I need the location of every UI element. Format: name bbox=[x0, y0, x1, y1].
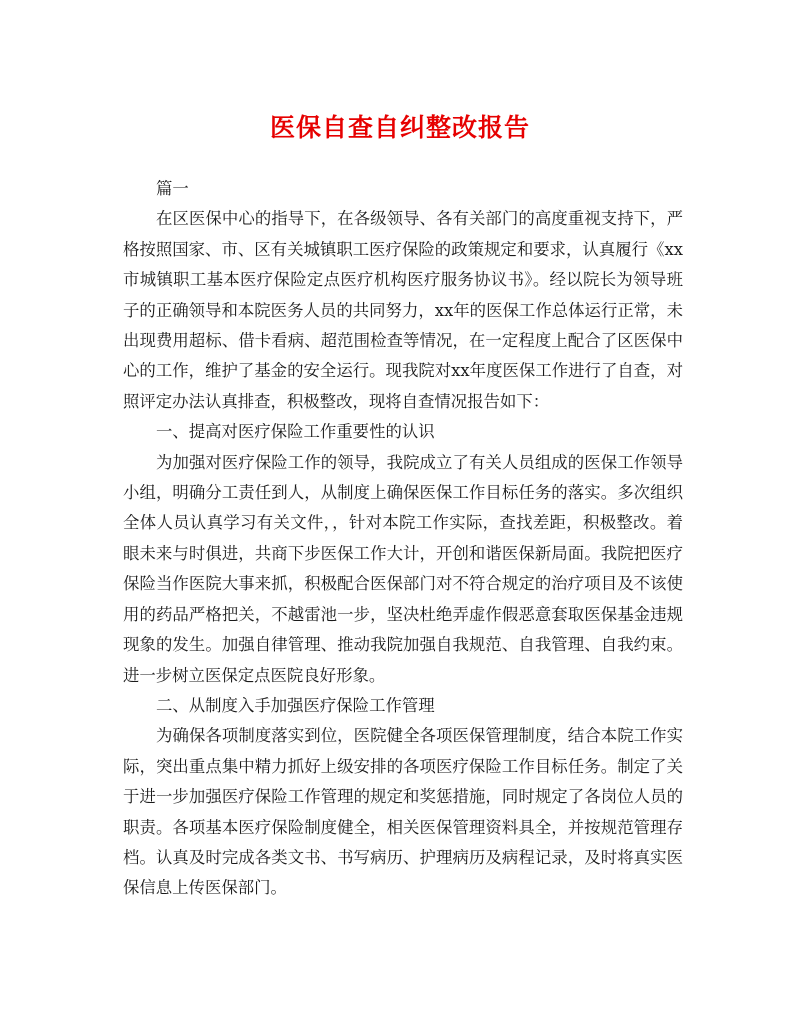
section-heading-1: 一、提高对医疗保险工作重要性的认识 bbox=[156, 422, 435, 442]
document-body bbox=[123, 174, 683, 904]
document-title: 医保自查自纠整改报告 bbox=[269, 113, 530, 142]
section-2-paragraph: 为确保各项制度落实到位，医院健全各项医保管理制度，结合本院工作实际，突出重点集中精力抓好上级安排的各项医疗保险工作目标任务。制定了关于进一步加强医疗保险工作管理的规定和奖惩措施，同时规定了各岗位人员的职责。各项基本医疗保险制度健全，相关医保管理资料具全，并按规范管理存档。认真及时完成各类文书、书写病历、护理病历及病程记录，及时将真实医保信息上传医保部门。 bbox=[123, 726, 683, 898]
section-1-paragraph: 为加强对医疗保险工作的领导，我院成立了有关人员组成的医保工作领导小组，明确分工责任到人，从制度上确保医保工作目标任务的落实。多次组织全体人员认真学习有关文件，，针对本院工作实际，查找差距，积极整改。着眼未来与时俱进，共商下步医保工作大计，开创和谐医保新局面。我院把医疗保险当作医院大事来抓，积极配合医保部门对不符合规定的治疗项目及不该使用的药品严格把关，不越雷池一步，坚决杜绝弄虚作假恶意套取医保基金违规现象的发生。加强自律管理、推动我院加强自我规范、自我管理、自我约束。进一步树立医保定点医院良好形象。 bbox=[123, 452, 683, 685]
intro-paragraph: 在区医保中心的指导下，在各级领导、各有关部门的高度重视支持下，严格按照国家、市、区有关城镇职工医疗保险的政策规定和要求，认真履行《xx市城镇职工基本医疗保险定点医疗机构医疗服务协议书》。经以院长为领导班子的正确领导和本院医务人员的共同努力，xx年的医保工作总体运行正常，未出现费用超标、借卡看病、超范围检查等情况，在一定程度上配合了区医保中心的工作，维护了基金的安全运行。现我院对xx年度医保工作进行了自查，对照评定办法认真排查，积极整改，现将自查情况报告如下： bbox=[123, 209, 683, 411]
section-label: 篇一 bbox=[156, 179, 189, 198]
section-heading-2: 二、从制度入手加强医疗保险工作管理 bbox=[156, 695, 435, 715]
